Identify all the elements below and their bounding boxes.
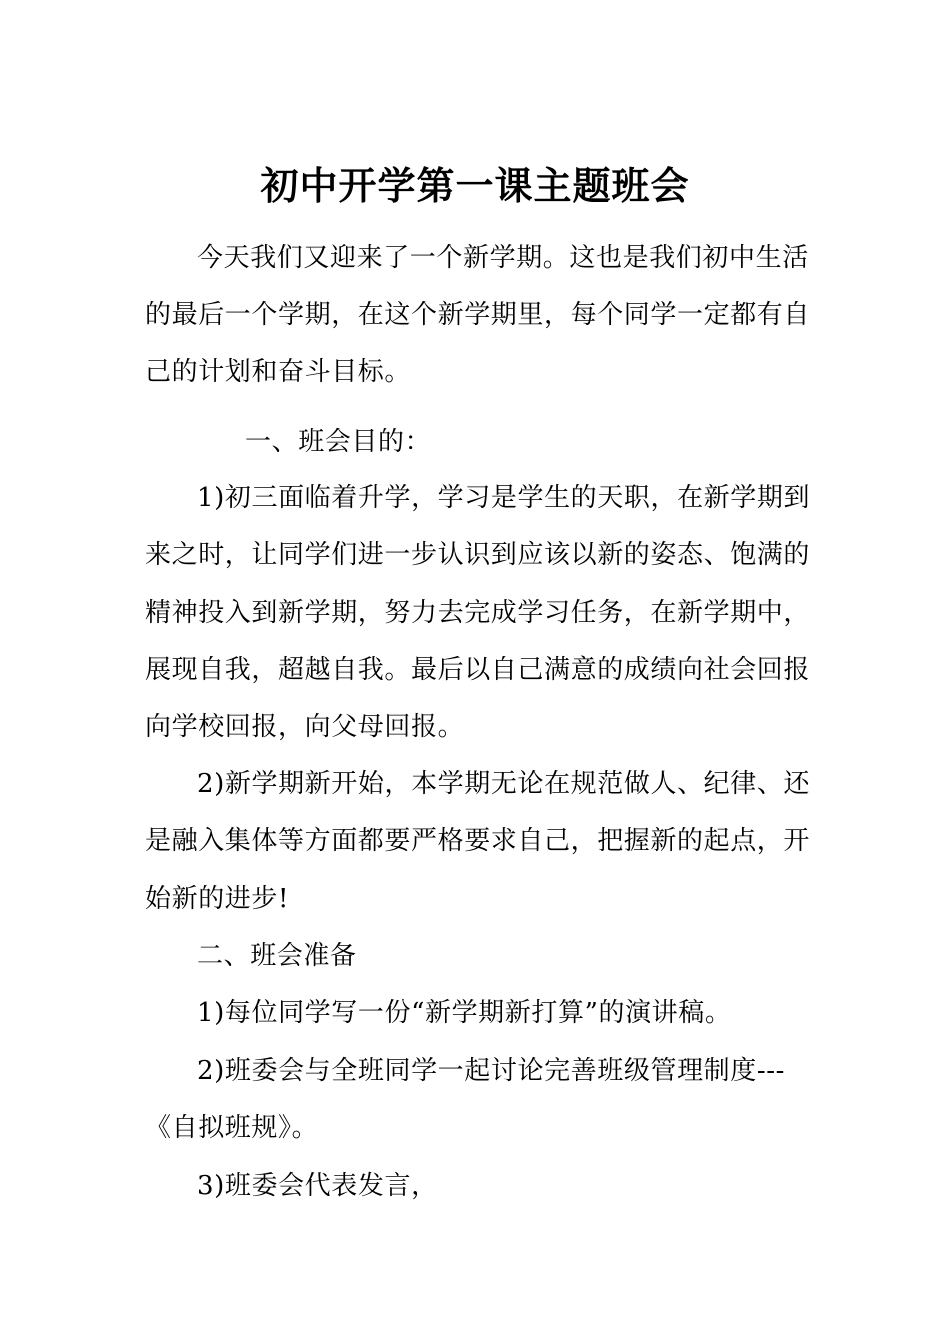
paragraph-line: 来之时，让同学们进一步认识到应该以新的姿态、饱满的	[145, 540, 811, 570]
paragraph-line: 3)班委会代表发言，	[197, 1171, 438, 1201]
paragraph-line: 展现自我，超越自我。最后以自己满意的成绩向社会回报	[145, 655, 811, 685]
paragraph-line: 1)每位同学写一份“新学期新打算”的演讲稿。	[197, 998, 732, 1028]
paragraph-line: 己的计划和奋斗目标。	[145, 357, 412, 387]
paragraph-line: 2)新学期新开始，本学期无论在规范做人、纪律、还	[197, 769, 811, 799]
paragraph-line: 向学校回报，向父母回报。	[145, 712, 465, 742]
section-heading: 一、班会目的：	[245, 427, 432, 457]
paragraph-line: 1)初三面临着升学，学习是学生的天职，在新学期到	[197, 483, 811, 513]
paragraph-line: 精神投入到新学期，努力去完成学习任务，在新学期中，	[145, 598, 811, 628]
paragraph-line: 2)班委会与全班同学一起讨论完善班级管理制度---	[197, 1056, 786, 1086]
paragraph-line: 《自拟班规》。	[145, 1113, 319, 1143]
paragraph-line: 是融入集体等方面都要严格要求自己，把握新的起点，开	[145, 826, 811, 856]
paragraph-line: 的最后一个学期，在这个新学期里，每个同学一定都有自	[145, 300, 811, 330]
document-title: 初中开学第一课主题班会	[260, 163, 690, 208]
section-heading: 二、班会准备	[197, 941, 357, 971]
paragraph-line: 今天我们又迎来了一个新学期。这也是我们初中生活	[197, 243, 809, 273]
paragraph-line: 始新的进步!	[145, 884, 290, 914]
